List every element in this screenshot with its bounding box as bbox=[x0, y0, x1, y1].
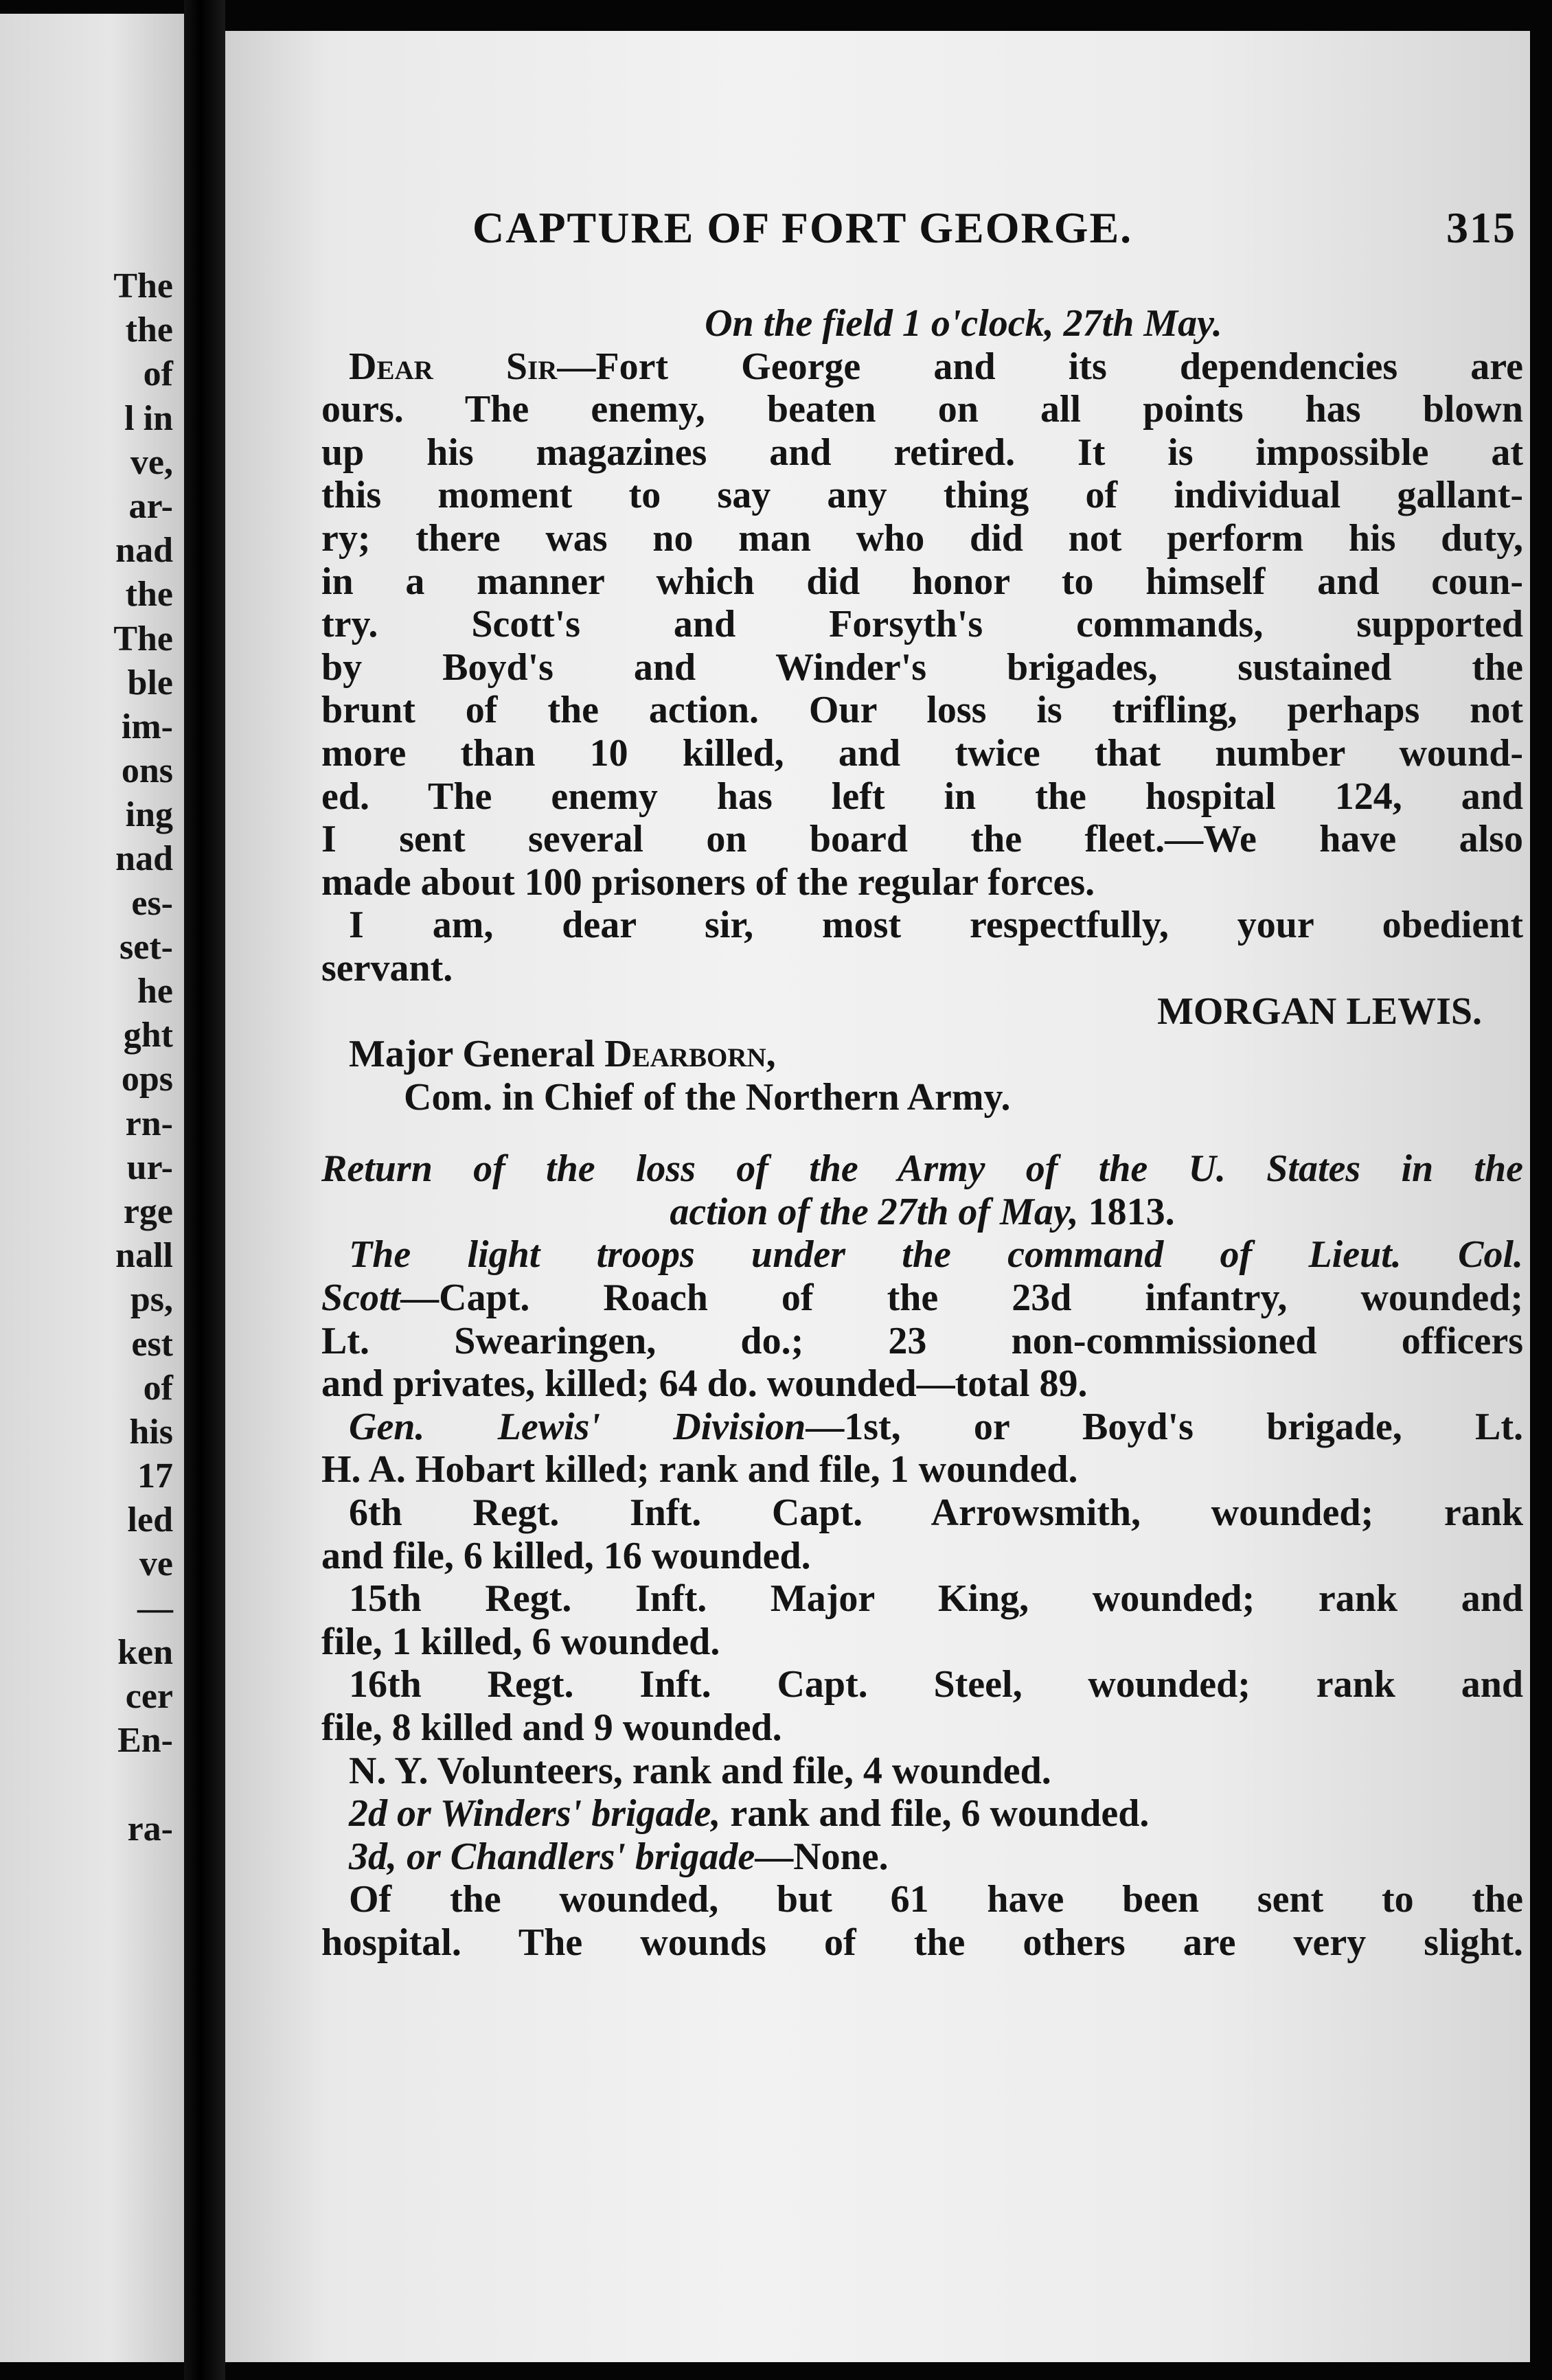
letter-line: ours. The enemy, beaten on all points has blown bbox=[321, 388, 1523, 431]
return-line: and privates, killed; 64 do. wounded—total 89. bbox=[321, 1362, 1088, 1406]
facing-page-fragment: The bbox=[113, 619, 173, 659]
letter-line: in a manner which did honor to himself and coun- bbox=[321, 560, 1523, 603]
facing-page-fragment: his bbox=[129, 1412, 173, 1452]
return-line bbox=[321, 1792, 1523, 1835]
facing-page-fragment: cer bbox=[125, 1677, 173, 1716]
facing-page-fragment: 17 bbox=[137, 1456, 173, 1496]
facing-page-fragment: En- bbox=[117, 1721, 173, 1761]
letter-line: made about 100 prisoners of the regular forces. bbox=[321, 860, 1095, 904]
facing-page-fragment: ken bbox=[117, 1632, 173, 1672]
letter-line bbox=[321, 345, 1523, 389]
facing-page-left bbox=[0, 14, 184, 2362]
letter-signature: MORGAN LEWIS. bbox=[1157, 989, 1482, 1033]
letter-line: ed. The enemy has left in the hospital 124, and bbox=[321, 775, 1523, 818]
page-body bbox=[321, 302, 1523, 1965]
facing-page-fragment: rn- bbox=[125, 1103, 173, 1143]
return-line bbox=[321, 1406, 1523, 1449]
letter-line: more than 10 killed, and twice that number wound- bbox=[321, 731, 1523, 775]
scan-frame-bottom bbox=[0, 2362, 1552, 2380]
facing-page-fragment: ra- bbox=[127, 1809, 173, 1849]
return-line-italic: Scott bbox=[321, 1277, 401, 1320]
letter-line: brunt of the action. Our loss is trifling, perhaps not bbox=[321, 689, 1523, 732]
letter-line: by Boyd's and Winder's brigades, sustained the bbox=[321, 645, 1523, 689]
return-line: Lt. Swearingen, do.; 23 non-commissioned officers bbox=[321, 1319, 1523, 1362]
return-line: 15th Regt. Inft. Major King, wounded; rank and bbox=[349, 1577, 1523, 1621]
letter-salutation: Dear Sir bbox=[349, 345, 558, 388]
letter-dateline: On the field 1 o'clock, 27th May. bbox=[705, 302, 1222, 345]
return-line: 16th Regt. Inft. Capt. Steel, wounded; rank and bbox=[349, 1663, 1523, 1706]
facing-page-fragment: — bbox=[137, 1588, 173, 1628]
addressee-prefix: Major General bbox=[349, 1033, 605, 1076]
return-line: N. Y. Volunteers, rank and file, 4 wounded. bbox=[349, 1749, 1051, 1792]
facing-page-fragment: set- bbox=[119, 927, 173, 967]
facing-page-fragment: l in bbox=[124, 398, 173, 438]
facing-page-fragment: ons bbox=[121, 751, 173, 791]
letter-closing-servant: servant. bbox=[321, 946, 453, 989]
return-heading-year: 1813. bbox=[1088, 1190, 1175, 1233]
facing-page-fragment: of bbox=[143, 1368, 173, 1408]
return-line-italic: Gen. Lewis' Division bbox=[349, 1405, 806, 1448]
return-line: and file, 6 killed, 16 wounded. bbox=[321, 1534, 811, 1577]
facing-page-fragment: of bbox=[143, 354, 173, 394]
facing-page-fragment: ght bbox=[123, 1016, 173, 1055]
book-gutter bbox=[184, 0, 225, 2380]
return-line-italic: 2d or Winders' brigade, bbox=[349, 1792, 721, 1835]
facing-page-fragment: im- bbox=[121, 707, 173, 746]
return-line-italic: 3d, or Chandlers' brigade bbox=[349, 1835, 755, 1878]
letter-addressee bbox=[321, 1033, 1523, 1076]
letter-addressee-title: Com. in Chief of the Northern Army. bbox=[404, 1075, 1011, 1119]
return-line-text: —Capt. Roach of the 23d infantry, wounded; bbox=[400, 1277, 1523, 1320]
return-heading bbox=[321, 1191, 1523, 1234]
letter-line: this moment to say any thing of individual gallant- bbox=[321, 474, 1523, 517]
facing-page-fragment: nad bbox=[115, 531, 173, 571]
facing-page-fragment: rge bbox=[123, 1191, 173, 1231]
return-line: The light troops under the command of Lieut. Col. bbox=[349, 1233, 1523, 1277]
letter-line-text: —Fort George and its dependencies are bbox=[557, 345, 1523, 388]
book-page bbox=[225, 31, 1530, 2362]
facing-page-fragment: ops bbox=[121, 1060, 173, 1099]
return-line-text: —None. bbox=[755, 1835, 889, 1878]
facing-page-fragment: led bbox=[127, 1500, 173, 1540]
return-line-text: rank and file, 6 wounded. bbox=[720, 1792, 1150, 1835]
facing-page-fragment: ve, bbox=[130, 442, 173, 482]
facing-page-fragment: ur- bbox=[126, 1147, 173, 1187]
return-line: Of the wounded, but 61 have been sent to the bbox=[349, 1878, 1523, 1921]
section-gap bbox=[321, 1119, 1523, 1147]
facing-page-fragment: nall bbox=[115, 1236, 173, 1276]
facing-page-fragment: ing bbox=[125, 795, 173, 835]
letter-line: I sent several on board the fleet.—We have also bbox=[321, 818, 1523, 861]
facing-page-fragment: the bbox=[125, 575, 173, 615]
return-line bbox=[321, 1835, 1523, 1879]
facing-page-fragment: nad bbox=[115, 839, 173, 879]
return-line: file, 8 killed and 9 wounded. bbox=[321, 1706, 782, 1749]
facing-page-fragment: ble bbox=[127, 663, 173, 702]
page-number: 315 bbox=[1446, 203, 1516, 252]
letter-closing: I am, dear sir, most respectfully, your obedient bbox=[349, 904, 1523, 947]
facing-page-fragment: ve bbox=[139, 1544, 173, 1584]
facing-page-fragment: es- bbox=[131, 883, 173, 923]
facing-page-fragment: est bbox=[131, 1324, 173, 1364]
facing-page-fragment: The bbox=[113, 266, 173, 306]
return-line: 6th Regt. Inft. Capt. Arrowsmith, wounded; rank bbox=[349, 1491, 1523, 1535]
return-heading: Return of the loss of the Army of the U. States in the bbox=[321, 1147, 1523, 1191]
scan-frame-right bbox=[1530, 0, 1552, 2380]
letter-line: try. Scott's and Forsyth's commands, supported bbox=[321, 603, 1523, 646]
return-line: file, 1 killed, 6 wounded. bbox=[321, 1620, 720, 1663]
facing-page-fragment bbox=[0, 1763, 184, 1807]
return-line-text: —1st, or Boyd's brigade, Lt. bbox=[806, 1405, 1523, 1448]
return-heading-italic: action of the 27th of May, bbox=[670, 1190, 1088, 1233]
letter-line: ry; there was no man who did not perform his duty, bbox=[321, 516, 1523, 560]
return-line: hospital. The wounds of the others are very slight. bbox=[321, 1921, 1523, 1964]
running-header bbox=[472, 203, 1516, 264]
facing-page-fragment: ps, bbox=[130, 1280, 173, 1320]
facing-page-text-fragments bbox=[0, 264, 184, 1851]
return-line: H. A. Hobart killed; rank and file, 1 wounded. bbox=[321, 1448, 1078, 1491]
facing-page-fragment: the bbox=[125, 310, 173, 350]
return-line bbox=[321, 1277, 1523, 1320]
addressee-name: Dearborn, bbox=[604, 1033, 776, 1076]
letter-line: up his magazines and retired. It is impossible at bbox=[321, 431, 1523, 474]
facing-page-fragment: he bbox=[137, 972, 173, 1011]
running-title: CAPTURE OF FORT GEORGE. bbox=[472, 203, 1133, 252]
facing-page-fragment: ar- bbox=[128, 486, 173, 526]
